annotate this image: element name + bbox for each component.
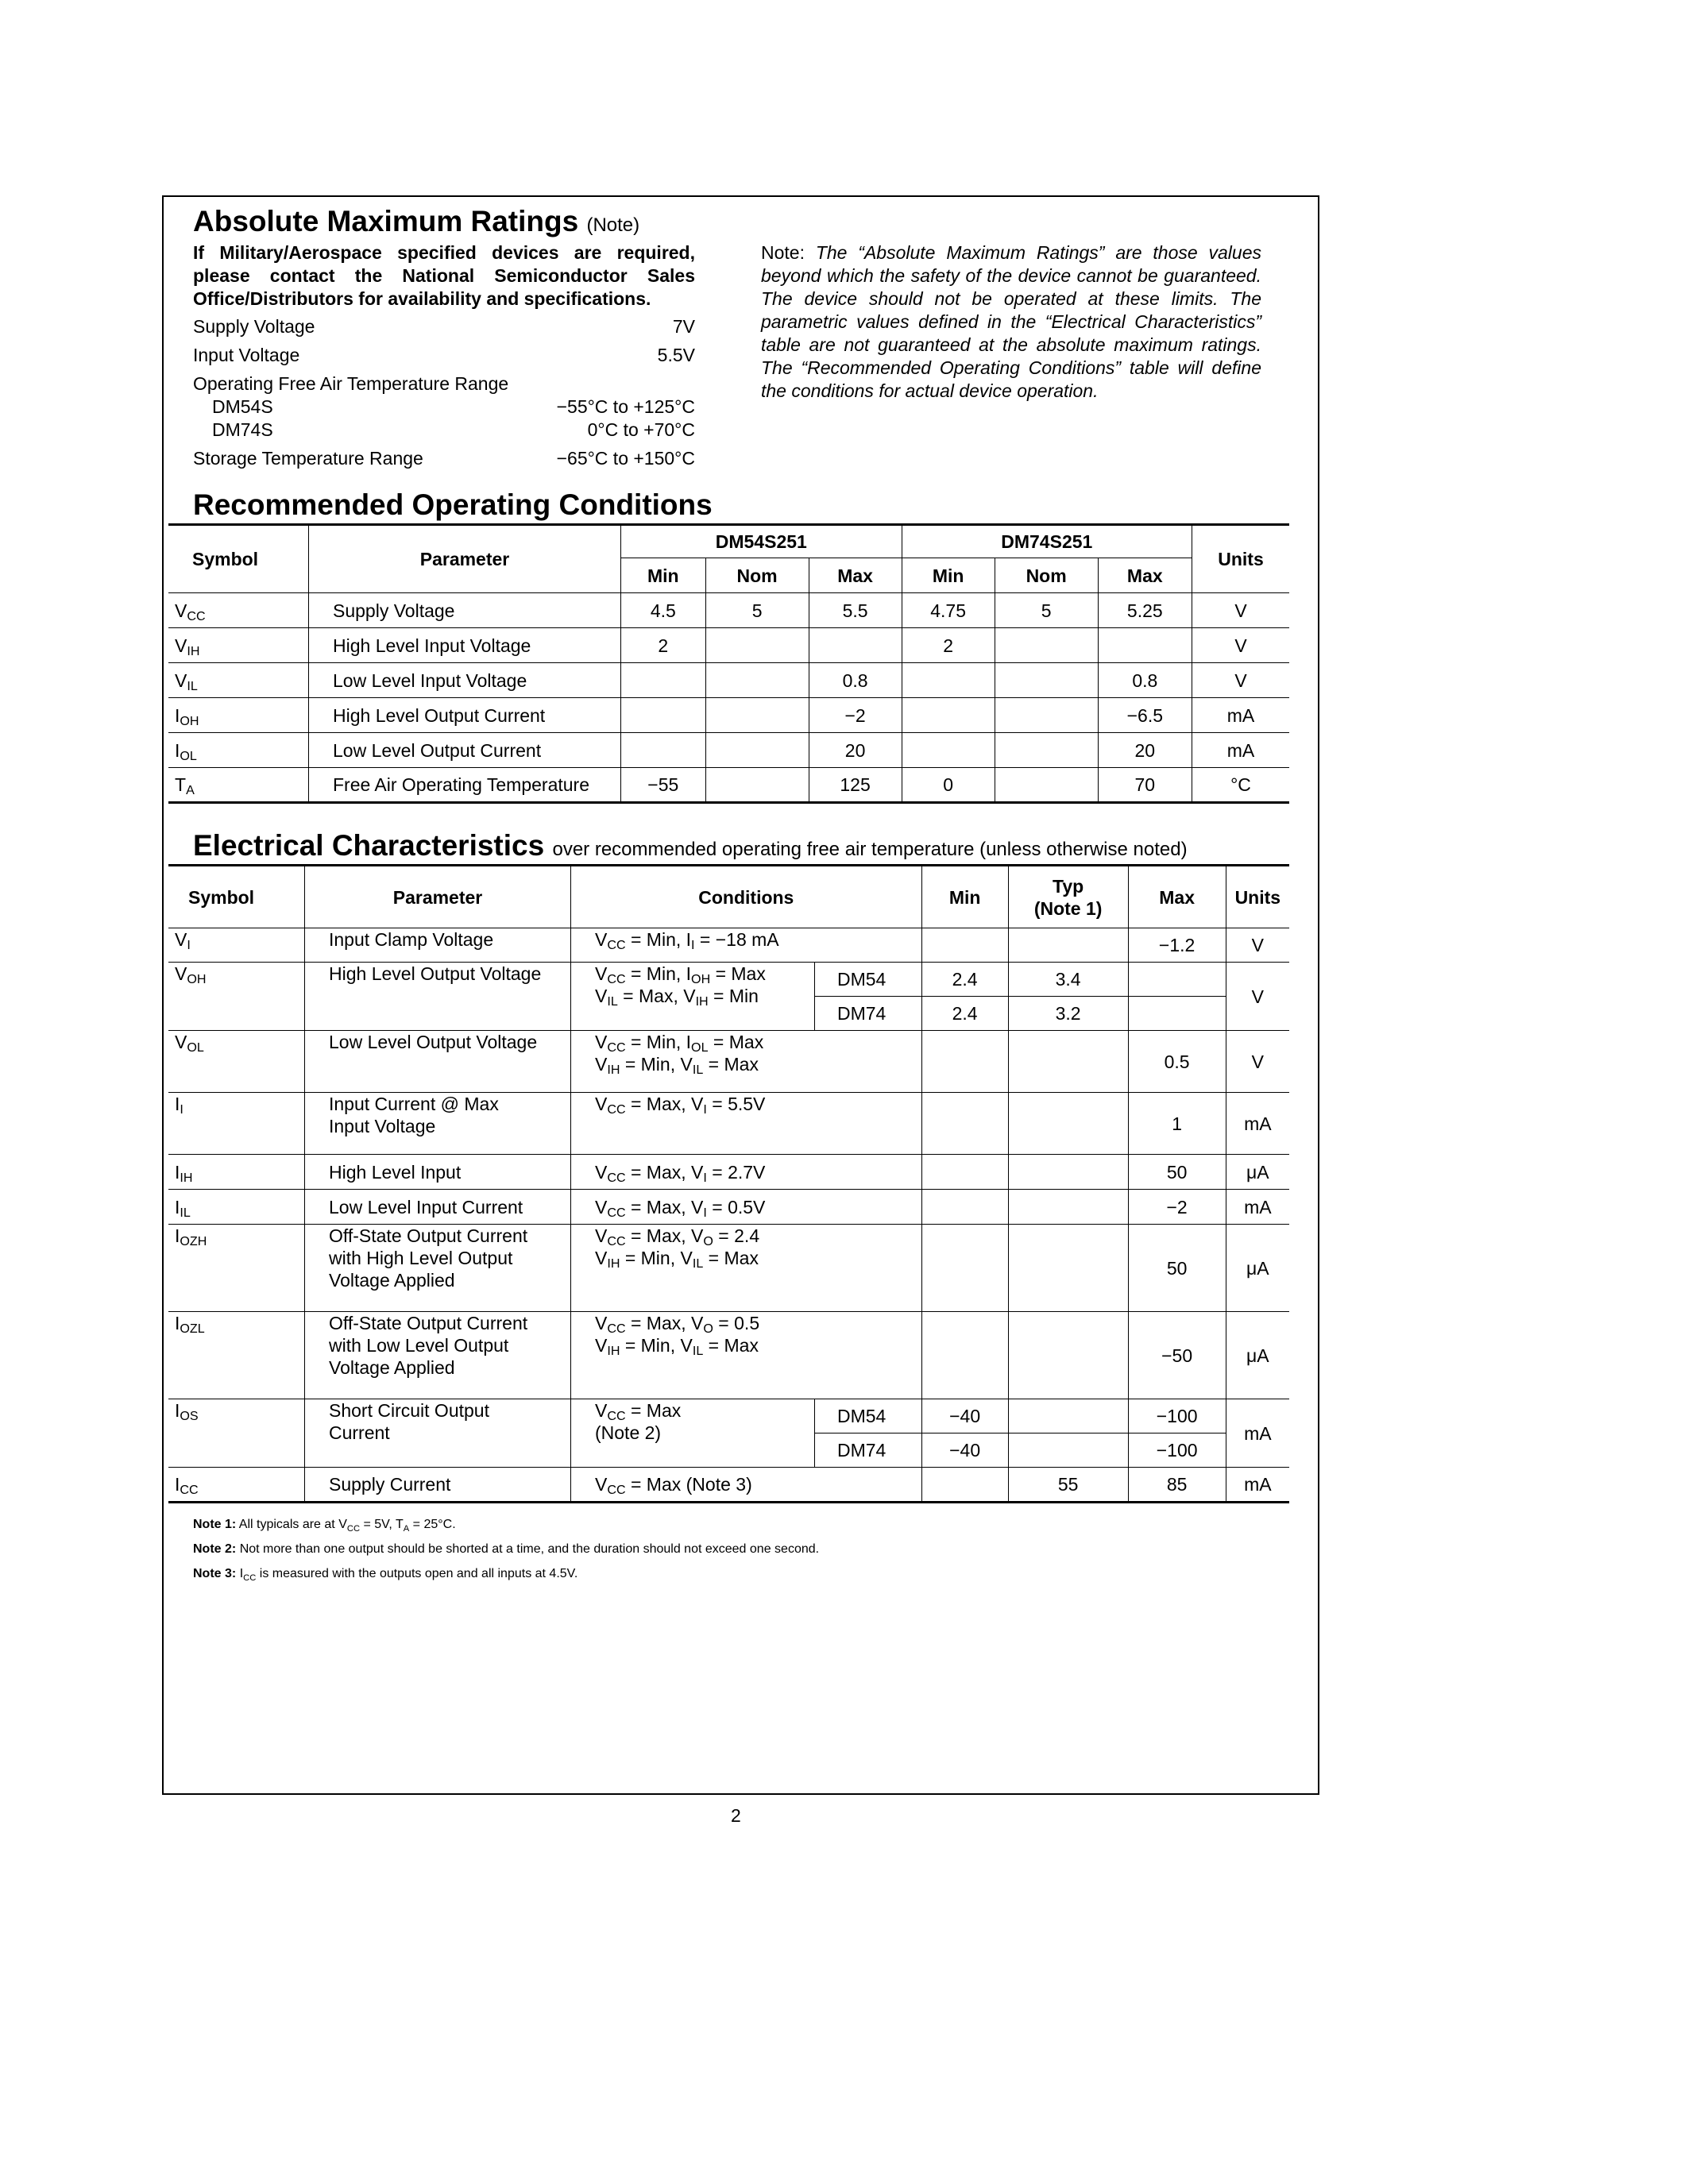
sym-sub: OS: [180, 1409, 199, 1423]
cond-sub: CC: [607, 1234, 626, 1248]
cond-sub: I: [703, 1102, 707, 1117]
ec-min: 2.4: [921, 963, 1008, 997]
footnote-label: Note 3:: [193, 1567, 237, 1580]
ec-title-text: Electrical Characteristics: [193, 829, 545, 862]
roc-dm74-min: 2: [902, 628, 995, 663]
rating-input-voltage: [193, 344, 695, 367]
ec-header-conditions: Conditions: [571, 866, 922, 928]
sym-letter: I: [175, 1225, 180, 1246]
ec-max: −2: [1128, 1190, 1226, 1225]
cond-sub: CC: [607, 938, 626, 952]
roc-dm74-nom: 5: [995, 593, 1098, 628]
cond-line: $V_{IL}$ = Max, $V_{IH}$ = Min: [595, 986, 759, 1009]
cond-sub: I: [703, 1170, 707, 1185]
sym-sub: OZL: [180, 1322, 205, 1336]
abs-max-note: [761, 241, 1261, 403]
roc-dm74-max: 70: [1098, 768, 1192, 803]
cond-line: $V_{IH}$ = Min, $V_{IL}$ = Max: [595, 1054, 759, 1077]
footnote-text: All typicals are at $V_{CC} = 5V$, $T_A = 25^\circ C$.: [238, 1518, 456, 1534]
ec-symbol: [168, 1031, 305, 1093]
ec-row-vi: [168, 928, 1289, 963]
roc-units: mA: [1192, 698, 1290, 733]
ec-typ: 55: [1008, 1468, 1128, 1503]
ec-parameter: Input Clamp Voltage: [305, 928, 571, 963]
ec-units: μA: [1226, 1225, 1289, 1312]
ec-typ: 3.4: [1008, 963, 1128, 997]
cond-sub: CC: [346, 1524, 361, 1534]
cond-sub: OH: [691, 972, 711, 986]
rating-value: 5.5V: [657, 345, 695, 365]
ec-row-iih: [168, 1155, 1289, 1190]
note-label: Note:: [761, 242, 805, 263]
sym-sub: OZH: [180, 1234, 207, 1248]
sym-sub: CC: [180, 1483, 199, 1497]
ec-symbol: [168, 1399, 305, 1468]
ec-symbol: [168, 1312, 305, 1399]
ec-parameter: Off-State Output Current with Low Level Output Voltage Applied: [305, 1312, 571, 1399]
sym-sub: IH: [180, 1170, 193, 1185]
ec-header-typ-text: Typ: [1053, 875, 1084, 897]
roc-header-row: [168, 525, 1289, 558]
roc-symbol: [168, 593, 309, 628]
roc-dm54-min: [621, 733, 706, 768]
ec-units: mA: [1226, 1093, 1289, 1155]
roc-header-parameter: Parameter: [309, 525, 621, 593]
ec-header-min: Min: [921, 866, 1008, 928]
roc-dm74-min: [902, 698, 995, 733]
sym-letter: I: [175, 1161, 180, 1183]
cond-sub: CC: [607, 972, 626, 986]
ec-max: 50: [1128, 1225, 1226, 1312]
ec-header-typ-note: (Note 1): [1033, 897, 1103, 919]
ec-units: mA: [1226, 1468, 1289, 1503]
rating-value: 7V: [672, 316, 695, 337]
ec-typ: [1008, 928, 1128, 963]
cond-sub: IH: [607, 1063, 620, 1077]
rating-label: Operating Free Air Temperature Range: [193, 373, 509, 394]
sym-letter: I: [175, 1474, 180, 1495]
ec-max: −100: [1128, 1433, 1226, 1468]
roc-dm74-max: 20: [1098, 733, 1192, 768]
cond-sub: CC: [243, 1573, 257, 1583]
roc-dm54-nom: [705, 663, 809, 698]
ec-min: [921, 1190, 1008, 1225]
footnote-1: [193, 1512, 819, 1537]
rating-storage-temp: [193, 447, 695, 470]
cond-line: (Note 2): [595, 1422, 662, 1443]
roc-dm74-max: [1098, 628, 1192, 663]
ec-min: [921, 1093, 1008, 1155]
cond-sub: O: [703, 1234, 713, 1248]
ec-min: −40: [921, 1433, 1008, 1468]
sym-letter: I: [175, 1094, 180, 1114]
ec-parameter: Low Level Input Current: [305, 1190, 571, 1225]
ec-min: −40: [921, 1399, 1008, 1433]
sym-sub: OL: [187, 1040, 204, 1055]
ec-conditions: [571, 1312, 922, 1399]
roc-title: Recommended Operating Conditions: [193, 488, 713, 521]
cond-sub: CC: [607, 1483, 626, 1497]
roc-dm54-min: −55: [621, 768, 706, 803]
roc-row: [168, 663, 1289, 698]
cond-sub: I: [703, 1205, 707, 1220]
ec-typ: [1008, 1190, 1128, 1225]
roc-dm54-nom: [705, 768, 809, 803]
rating-value: −65°C to +150°C: [556, 448, 695, 469]
ec-row-voh-dm54: [168, 963, 1289, 997]
roc-body: [168, 593, 1289, 803]
ec-max: 50: [1128, 1155, 1226, 1190]
cond-sub: IH: [607, 1256, 620, 1271]
sym-sub: OL: [180, 748, 197, 763]
ec-units: mA: [1226, 1399, 1289, 1468]
footnotes: [193, 1512, 819, 1586]
roc-parameter: Free Air Operating Temperature: [309, 768, 621, 803]
rating-op-temp: [193, 372, 695, 396]
ec-header-max: Max: [1128, 866, 1226, 928]
cond-line: $V_{IH}$ = Min, $V_{IL}$ = Max: [595, 1248, 759, 1271]
cond-sub: IH: [607, 1344, 620, 1358]
sym-letter: I: [175, 1313, 180, 1333]
ec-row-icc: [168, 1468, 1289, 1503]
ec-conditions: $V_{CC}$ = Max (Note 3): [571, 1468, 922, 1503]
ec-table: [168, 864, 1289, 1503]
cond-line: $V_{CC}$ = Max, $V_O = 0.5$: [595, 1313, 760, 1336]
roc-dm54-min: 2: [621, 628, 706, 663]
ec-units: mA: [1226, 1190, 1289, 1225]
ec-device: DM54: [815, 1399, 922, 1433]
ec-typ: [1008, 1312, 1128, 1399]
ec-symbol: [168, 1225, 305, 1312]
ec-min: [921, 1468, 1008, 1503]
roc-dm74-min: 0: [902, 768, 995, 803]
sym-letter: V: [175, 963, 187, 984]
sym-sub: I: [187, 938, 191, 952]
ec-units: μA: [1226, 1155, 1289, 1190]
roc-units: °C: [1192, 768, 1290, 803]
roc-dm54-min: [621, 663, 706, 698]
cond-line: $V_{CC}$ = Min, $I_{OH}$ = Max: [595, 963, 766, 986]
roc-header-min: Min: [621, 558, 706, 593]
roc-dm74-nom: [995, 628, 1098, 663]
cond-sub: IL: [692, 1344, 704, 1358]
ec-min: [921, 1031, 1008, 1093]
rating-value: −55°C to +125°C: [556, 396, 695, 417]
ec-parameter: Short Circuit Output Current: [305, 1399, 571, 1468]
cond-line: $V_{CC}$ = Max, $V_O = 2.4$: [595, 1225, 760, 1248]
ec-typ: [1008, 1433, 1128, 1468]
ec-typ: [1008, 1225, 1128, 1312]
ec-conditions: $V_{CC}$ = Max, $V_I = 0.5V$: [571, 1190, 922, 1225]
ec-header-parameter: Parameter: [305, 866, 571, 928]
footnote-2: [193, 1537, 819, 1561]
ec-row-ii: [168, 1093, 1289, 1155]
ec-typ: [1008, 1399, 1128, 1433]
ec-max: [1128, 963, 1226, 997]
ec-device: DM74: [815, 997, 922, 1031]
roc-dm54-max: −2: [809, 698, 902, 733]
sym-sub: OH: [180, 713, 199, 728]
roc-header-max: Max: [809, 558, 902, 593]
sym-sub: CC: [187, 608, 206, 623]
ec-conditions: [571, 1399, 815, 1468]
ec-units: V: [1226, 928, 1289, 963]
footnote-label: Note 2:: [193, 1542, 237, 1556]
abs-max-title-note: (Note): [586, 214, 640, 236]
cond-sub: O: [703, 1322, 713, 1336]
rating-label: DM54S: [212, 396, 273, 417]
ec-min: 2.4: [921, 997, 1008, 1031]
roc-symbol: [168, 768, 309, 803]
roc-header-nom: Nom: [705, 558, 809, 593]
cond-line: $V_{IH}$ = Min, $V_{IL}$ = Max: [595, 1335, 759, 1358]
roc-header-min: Min: [902, 558, 995, 593]
ec-parameter: High Level Input: [305, 1155, 571, 1190]
ec-units: V: [1226, 1031, 1289, 1093]
ec-max: −50: [1128, 1312, 1226, 1399]
roc-dm74-nom: [995, 698, 1098, 733]
ec-units: μA: [1226, 1312, 1289, 1399]
roc-header-dm54: DM54S251: [621, 525, 902, 558]
roc-parameter: Low Level Input Voltage: [309, 663, 621, 698]
abs-max-title-text: Absolute Maximum Ratings: [193, 205, 579, 237]
roc-parameter: Low Level Output Current: [309, 733, 621, 768]
military-warning: If Military/Aerospace specified devices are required, please contact the National Semiconductor Sales Office/Distributors for availability and specifications.: [193, 242, 695, 309]
ec-max: 1: [1128, 1093, 1226, 1155]
ec-symbol: [168, 1093, 305, 1155]
cond-sub: IL: [692, 1256, 704, 1271]
abs-max-title: [193, 204, 639, 243]
sym-sub: I: [180, 1102, 183, 1117]
ec-min: [921, 1155, 1008, 1190]
ratings-list: [193, 315, 695, 470]
ec-symbol: [168, 1468, 305, 1503]
cond-sub: OL: [691, 1040, 709, 1055]
cond-sub: CC: [607, 1409, 626, 1423]
roc-parameter: High Level Input Voltage: [309, 628, 621, 663]
roc-header-units: Units: [1192, 525, 1290, 593]
roc-header-max: Max: [1098, 558, 1192, 593]
roc-dm74-nom: [995, 768, 1098, 803]
ec-header-symbol: Symbol: [168, 866, 305, 928]
ec-conditions: $V_{CC}$ = Min, $I_I = -18$ mA: [571, 928, 922, 963]
sym-sub: A: [186, 783, 195, 797]
cond-line: $V_{CC}$ = Max: [595, 1400, 682, 1423]
ec-symbol: [168, 963, 305, 1031]
ec-conditions: [571, 1225, 922, 1312]
ec-device: DM74: [815, 1433, 922, 1468]
roc-parameter: High Level Output Current: [309, 698, 621, 733]
roc-header-dm74: DM74S251: [902, 525, 1192, 558]
rating-label: Supply Voltage: [193, 316, 315, 337]
ec-conditions: $V_{CC}$ = Max, $V_I = 2.7V$: [571, 1155, 922, 1190]
ec-header-typ: [1008, 866, 1128, 928]
ec-typ: [1008, 1155, 1128, 1190]
ec-header-units: Units: [1226, 866, 1289, 928]
roc-units: V: [1192, 663, 1290, 698]
note-text: The “Absolute Maximum Ratings” are those values beyond which the safety of the device cannot be guaranteed. The device should not be operated at these limits. The parametric values defined in the “Electrical Characteristics” table are not guaranteed at the absolute maximum ratings. The “Recommended Operating Conditions” table will define the conditions for actual device operation.: [761, 242, 1261, 401]
ec-parameter: Low Level Output Voltage: [305, 1031, 571, 1093]
ec-parameter: Off-State Output Current with High Level Output Voltage Applied: [305, 1225, 571, 1312]
ec-max: 0.5: [1128, 1031, 1226, 1093]
sym-letter: V: [175, 600, 187, 621]
roc-dm74-min: [902, 663, 995, 698]
roc-parameter: Supply Voltage: [309, 593, 621, 628]
ec-row-iozh: [168, 1225, 1289, 1312]
roc-dm74-min: 4.75: [902, 593, 995, 628]
ec-row-iil: [168, 1190, 1289, 1225]
rating-label: Storage Temperature Range: [193, 448, 423, 469]
ec-symbol: [168, 928, 305, 963]
ec-parameter: Supply Current: [305, 1468, 571, 1503]
footnote-label: Note 1:: [193, 1518, 237, 1531]
ec-conditions: $V_{CC}$ = Max, $V_I = 5.5V$: [571, 1093, 922, 1155]
roc-symbol: [168, 663, 309, 698]
roc-dm54-max: 0.8: [809, 663, 902, 698]
ec-conditions: [571, 963, 815, 1031]
rating-dm74s: [193, 419, 695, 442]
cond-sub: CC: [607, 1040, 626, 1055]
roc-dm74-max: −6.5: [1098, 698, 1192, 733]
rating-supply-voltage: [193, 315, 695, 338]
cond-sub: CC: [607, 1322, 626, 1336]
sym-letter: V: [175, 669, 187, 691]
ec-max: [1128, 997, 1226, 1031]
roc-dm54-nom: [705, 628, 809, 663]
sym-letter: V: [175, 929, 187, 950]
ec-header-row: [168, 866, 1289, 928]
sym-letter: T: [175, 774, 187, 795]
roc-symbol: [168, 628, 309, 663]
ec-device: DM54: [815, 963, 922, 997]
sym-letter: I: [175, 739, 180, 761]
ec-row-iozl: [168, 1312, 1289, 1399]
roc-header-symbol: Symbol: [168, 525, 309, 593]
roc-dm74-nom: [995, 733, 1098, 768]
sym-letter: I: [175, 704, 180, 726]
roc-table: [168, 523, 1289, 804]
footnote-3: [193, 1561, 819, 1586]
sym-letter: V: [175, 635, 187, 656]
roc-dm54-max: 125: [809, 768, 902, 803]
rating-label: DM74S: [212, 419, 273, 440]
cond-sub: CC: [607, 1170, 626, 1185]
ec-symbol: [168, 1155, 305, 1190]
roc-dm54-nom: [705, 698, 809, 733]
cond-sub: IL: [692, 1063, 704, 1077]
ec-units: V: [1226, 963, 1289, 1031]
cond-sub: I: [691, 938, 695, 952]
ec-max: −100: [1128, 1399, 1226, 1433]
sym-letter: I: [175, 1196, 180, 1217]
roc-dm54-min: 4.5: [621, 593, 706, 628]
ec-typ: [1008, 1031, 1128, 1093]
roc-row: [168, 593, 1289, 628]
ec-conditions: [571, 1031, 922, 1093]
roc-dm54-nom: 5: [705, 593, 809, 628]
cond-line: $V_{CC}$ = Min, $I_{OL}$ = Max: [595, 1032, 764, 1055]
ec-symbol: [168, 1190, 305, 1225]
roc-row: [168, 628, 1289, 663]
page-number: 2: [731, 1805, 741, 1826]
roc-dm54-max: 20: [809, 733, 902, 768]
roc-header-nom: Nom: [995, 558, 1098, 593]
sym-letter: I: [175, 1400, 180, 1421]
cond-sub: A: [403, 1524, 410, 1534]
roc-dm54-min: [621, 698, 706, 733]
rating-label: Input Voltage: [193, 345, 300, 365]
roc-dm74-nom: [995, 663, 1098, 698]
cond-sub: CC: [607, 1205, 626, 1220]
ec-title: [193, 828, 1188, 867]
cond-sub: CC: [607, 1102, 626, 1117]
ec-parameter: Input Current @ Max Input Voltage: [305, 1093, 571, 1155]
roc-dm54-nom: [705, 733, 809, 768]
ec-row-vol: [168, 1031, 1289, 1093]
roc-dm54-max: [809, 628, 902, 663]
roc-row: [168, 698, 1289, 733]
ec-parameter: High Level Output Voltage: [305, 963, 571, 1031]
rating-value: 0°C to +70°C: [587, 419, 695, 440]
cond-sub: IL: [607, 994, 618, 1009]
ec-min: [921, 1312, 1008, 1399]
roc-dm54-max: 5.5: [809, 593, 902, 628]
roc-dm74-min: [902, 733, 995, 768]
sym-sub: IH: [187, 643, 200, 658]
footnote-text: Not more than one output should be shorted at a time, and the duration should not exceed one second.: [239, 1542, 820, 1556]
roc-dm74-max: 5.25: [1098, 593, 1192, 628]
sym-sub: OH: [187, 972, 207, 986]
roc-symbol: [168, 733, 309, 768]
ec-typ: 3.2: [1008, 997, 1128, 1031]
sym-sub: IL: [180, 1205, 191, 1220]
roc-dm74-max: 0.8: [1098, 663, 1192, 698]
rating-dm54s: [193, 396, 695, 419]
sym-sub: IL: [187, 678, 198, 693]
ec-min: [921, 1225, 1008, 1312]
roc-units: V: [1192, 628, 1290, 663]
ec-subtitle: over recommended operating free air temperature (unless otherwise noted): [552, 839, 1188, 860]
roc-symbol: [168, 698, 309, 733]
roc-units: V: [1192, 593, 1290, 628]
sym-letter: V: [175, 1032, 187, 1052]
cond-sub: IH: [695, 994, 709, 1009]
roc-units: mA: [1192, 733, 1290, 768]
ec-row-ios-dm54: [168, 1399, 1289, 1433]
roc-row: [168, 733, 1289, 768]
ec-typ: [1008, 1093, 1128, 1155]
ec-max: 85: [1128, 1468, 1226, 1503]
roc-row: [168, 768, 1289, 803]
ec-min: [921, 928, 1008, 963]
ec-max: −1.2: [1128, 928, 1226, 963]
footnote-text: $I_{CC}$ is measured with the outputs open and all inputs at 4.5V.: [239, 1567, 578, 1583]
